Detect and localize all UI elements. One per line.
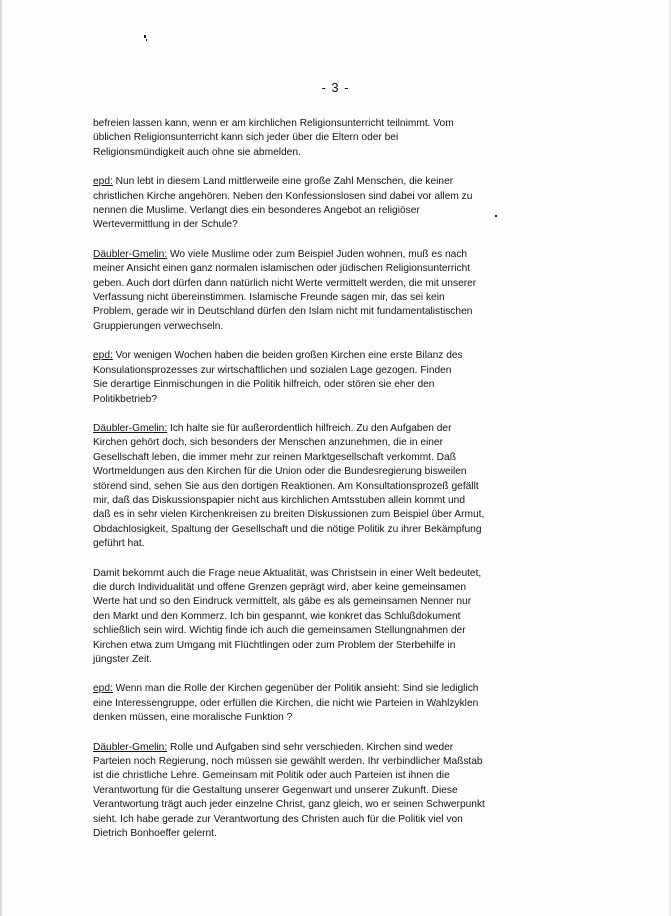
speaker-label: Däubler-Gmelin: <box>93 248 168 260</box>
speaker-label: epd: <box>93 683 113 695</box>
paragraph <box>93 422 638 552</box>
paragraph <box>93 175 638 233</box>
paragraph-text: Rolle und Aufgaben sind sehr verschieden. Kirchen sind weder Parteien noch Regierung, noch müssen sie gewählt werden. Ihr verbindlicher Maßstab ist die christliche Lehre. Gemeinsam mit Politik oder auch Parteien ist ihnen die Verantwortung für die Gestaltung unserer Gegenwart und unserer Zukunft. Diese Verantwortung trägt auch jeder einzelne Christ, ganz gleich, wo er seinen Schwerpunkt sieht. Ich habe gerade zur Verantwortung des Christen auch für die Politik viel von Dietrich Bonhoeffer gelernt. <box>93 741 485 840</box>
paragraph <box>93 117 638 160</box>
paragraph-text: Wo viele Muslime oder zum Beispiel Juden wohnen, muß es nach meiner Ansicht einen ganz normalen islamischen oder jüdischen Religionsunterricht geben. Auch dort dürfen dann natürlich nicht Werte vermittelt werden, die mit unserer Verfassung nicht übereinstimmen. Islamische Freunde sagen mir, das sei kein Problem, gerade wir in Deutschland dürfen den Islam nicht mit fundamentalistischen Gruppierungen verwechseln. <box>93 248 477 332</box>
paragraph-text: befreien lassen kann, wenn er am kirchlichen Religionsunterricht teilnimmt. Vom üblichen Religionsunterricht kann sich jeder über die Eltern oder bei Religionsmündigkeit auch ohne sie abmelden. <box>93 118 454 158</box>
paragraph <box>93 682 638 725</box>
page-number: - 3 - <box>321 80 350 95</box>
speaker-label: epd: <box>93 176 113 188</box>
paragraph-text: Vor wenigen Wochen haben die beiden großen Kirchen eine erste Bilanz des Konsulationsprozesses zur wirtschaftlichen und sozialen Lage gezogen. Finden Sie derartige Einmischungen in die Politik hilfreich, oder stören sie eher den Politikbetrieb? <box>93 350 463 405</box>
paragraph <box>93 248 638 334</box>
scan-speck <box>144 35 146 38</box>
scan-speck <box>146 39 147 41</box>
speaker-label: Däubler-Gmelin: <box>93 741 168 753</box>
paragraph <box>93 349 638 407</box>
speaker-label: Däubler-Gmelin: <box>93 422 168 434</box>
paragraph <box>93 741 638 842</box>
paragraph-text: Damit bekommt auch die Frage neue Aktualität, was Christsein in einer Welt bedeutet, die durch Individualität und offene Grenzen geprägt wird, aber keine gemeinsamen Werte hat und so den Eindruck vermittelt, als gäbe es als gemeinsamen Nenner nur den Markt und den Kommerz. Ich bin gespannt, wie konkret das Schlußdokument schließlich sein wird. Wichtig finde ich auch die gemeinsamen Stellungnahmen der Kirchen etwa zum Umgang mit Flüchtlingen oder zum Problem der Sterbehilfe in jüngster Zeit. <box>93 567 482 665</box>
paragraph <box>93 567 638 668</box>
scan-edge-left <box>0 0 3 916</box>
paragraph-text: Wenn man die Rolle der Kirchen gegenüber der Politik ansieht: Sind sie lediglich eine Interessengruppe, oder erfüllen die Kirchen, die nicht wie Parteien in Wahlzyklen denken müssen, eine moralische Funktion ? <box>93 683 479 724</box>
speaker-label: epd: <box>93 350 113 362</box>
paragraph-text: Nun lebt in diesem Land mittlerweile eine große Zahl Menschen, die keiner christlichen Kirche angehören. Neben den Konfessionslosen sind dabei vor allem zu nennen die Muslime. Verlangt dies ein besonderes Angebot an religiöser Wertevermittlung in der Schule? <box>93 176 473 231</box>
interview-text <box>93 117 638 856</box>
paragraph-text: Ich halte sie für außerordentlich hilfreich. Zu den Aufgaben der Kirchen gehört doch, sich besonders der Menschen anzunehmen, die in einer Gesellschaft leben, die immer mehr zur reinen Marktgesellschaft verkommt. Daß Wortmeldungen aus den Kirchen für die Union oder die Bundesregierung bisweilen störend sind, sehen Sie aus den dortigen Reaktionen. Am Konsultationsprozeß gefällt mir, daß das Diskussionspapier nicht aus kirchlichen Amtsstuben allein kommt und daß es in sehr vielen Kirchenkreisen zu breiten Diskussionen zum Beispiel über Armut, Obdachlosigkeit, Spaltung der Gesellschaft und die nötige Politik zu ihrer Bekämpfung geführt hat. <box>93 422 485 550</box>
